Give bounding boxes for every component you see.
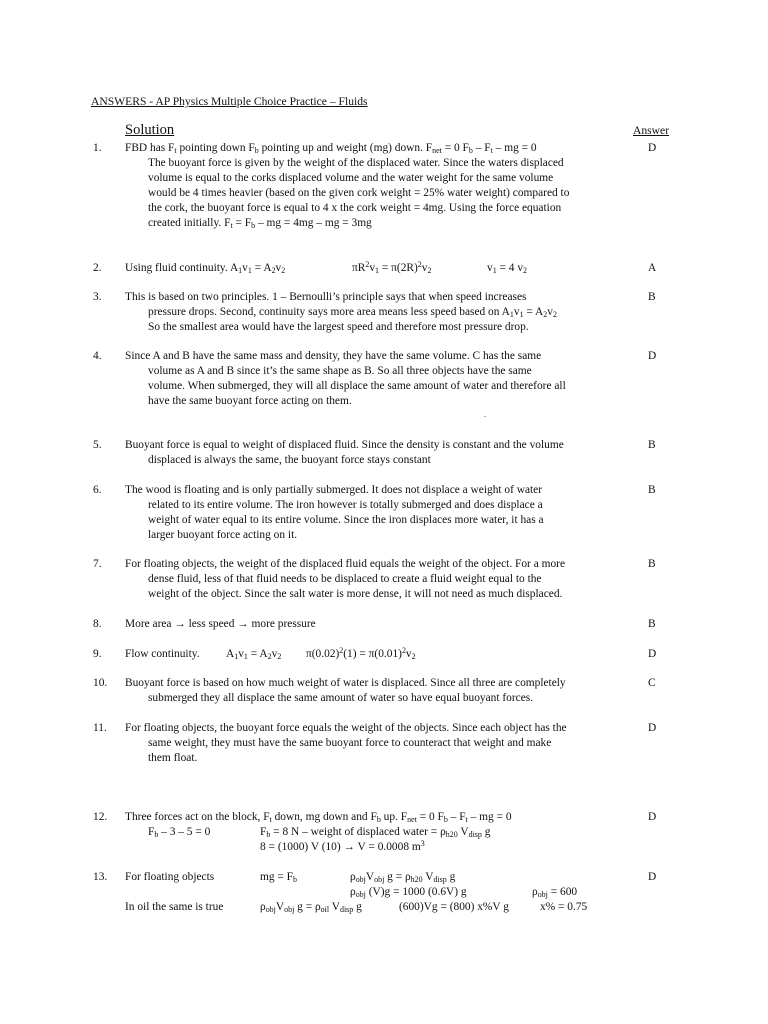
solution-line: Three forces act on the block, $F_t$ down, mg down and $F_b$ up. $F_{net} = 0$ $F_b - F_t$ – mg = 0 (125, 811, 512, 824)
item-answer: D (648, 871, 657, 883)
equation: $\pi R^2v_1 = \pi(2R)^2v_2$ (352, 260, 432, 275)
solution-line: Buoyant force is equal to weight of displaced fluid. Since the density is constant and the volume (125, 439, 564, 451)
stray-mark: . (484, 410, 486, 419)
equation: $\rho_{obj}V_{obj}$ $g = \rho_{h20}$ $V_{disp}$ g (350, 871, 456, 884)
item-answer: B (648, 484, 656, 496)
solution-line: Buoyant force is based on how much weight of water is displaced. Since all three are completely (125, 677, 566, 689)
equation: $\rho_{obj} = 600$ (532, 886, 578, 899)
solution-line: This is based on two principles. 1 – Bernoulli’s principle says that when speed increases (125, 291, 527, 303)
solution-line: FBD has $F_t$ pointing down $F_b$ pointing up and weight (mg) down. $F_{net} = 0$ $F_b - F_t$ – mg = 0 (125, 142, 537, 155)
solution-line: Flow continuity. (125, 648, 200, 660)
solution-line: weight of water equal to its entire volume. Since the iron displaces more water, it has a (148, 514, 544, 526)
solution-line: The buoyant force is given by the weight of the displaced water. Since the waters displaced (148, 157, 564, 169)
item-number: 8. (93, 618, 102, 630)
solution-line: the cork, the buoyant force is equal to 4 x the cork weight = 4mg. Using the force equation (148, 202, 562, 214)
solution-line: would be 4 times heavier (based on the given cork weight = 25% water weight) compared to (148, 187, 570, 199)
item-answer: C (648, 677, 656, 689)
equation: $\pi(0.02)^2(1) = \pi(0.01)^2v_2$ (306, 646, 416, 661)
item-number: 2. (93, 262, 102, 274)
solution-line: created initially. $F_t = F_b$ – mg = 4mg – mg = 3mg (148, 217, 372, 230)
solution-line: volume. When submerged, they will all displace the same amount of water and therefore all (148, 380, 566, 392)
answer-heading: Answer (633, 124, 670, 137)
item-number: 13. (93, 871, 108, 883)
equation: $F_b = 8$ N – weight of displaced water = $\rho_{h20}$ $V_{disp}$ g (260, 826, 491, 839)
solution-line: The wood is floating and is only partially submerged. It does not displace a weight of water (125, 484, 543, 496)
equation: $\rho_{obj}$ (V)g = 1000 (0.6V) g (350, 886, 467, 899)
equation: x% = 0.75 (540, 901, 588, 913)
item-answer: B (648, 291, 656, 303)
solution-line: weight of the object. Since the salt water is more dense, it will not need as much displaced. (148, 588, 563, 600)
item-answer: D (648, 722, 657, 734)
solution-line: pressure drops. Second, continuity says more area means less speed based on $A_1v_1 = A_2v_2$ (148, 306, 557, 319)
equation: $A_1v_1 = A_2v_2$ (226, 648, 282, 661)
item-answer: B (648, 439, 656, 451)
solution-line: volume is equal to the corks displaced volume and the water weight for the same volume (148, 172, 554, 184)
item-answer: A (648, 262, 657, 274)
item-number: 12. (93, 811, 108, 823)
item-answer: D (648, 142, 657, 154)
solution-line: dense fluid, less of that fluid needs to be displaced to create a fluid weight equal to the (148, 573, 542, 585)
item-number: 1. (93, 142, 102, 154)
solution-line: related to its entire volume. The iron however is totally submerged and does displace a (148, 499, 543, 511)
solution-line: Using fluid continuity. $A_1v_1 = A_2v_2$ (125, 262, 286, 275)
solution-line: have the same buoyant force acting on them. (148, 395, 352, 407)
page-title: ANSWERS - AP Physics Multiple Choice Practice – Fluids (91, 95, 368, 108)
item-number: 4. (93, 350, 102, 362)
equation: (600)Vg = (800) x%V g (399, 901, 509, 913)
equation: $\rho_{obj}V_{obj}$ $g = \rho_{oil}$ $V_{disp}$ g (260, 901, 362, 914)
item-number: 7. (93, 558, 102, 570)
item-number: 11. (93, 722, 107, 734)
solution-line: In oil the same is true (125, 901, 224, 913)
solution-line: For floating objects (125, 871, 215, 883)
solution-line: them float. (148, 752, 198, 764)
solution-line: larger buoyant force acting on it. (148, 529, 298, 541)
item-answer: D (648, 811, 657, 823)
item-number: 6. (93, 484, 102, 496)
equation: $F_b - 3 - 5 = 0$ (148, 826, 211, 839)
solution-heading: Solution (125, 122, 175, 138)
solution-line: submerged they all displace the same amount of water so have equal buoyant forces. (148, 692, 534, 704)
solution-line: Since A and B have the same mass and density, they have the same volume. C has the same (125, 350, 542, 362)
solution-line: displaced is always the same, the buoyant force stays constant (148, 454, 431, 466)
solution-line: same weight, they must have the same buoyant force to counteract that weight and make (148, 737, 552, 749)
solution-line: So the smallest area would have the largest speed and therefore most pressure drop. (148, 321, 529, 333)
item-number: 3. (93, 291, 102, 303)
solution-line: volume as A and B since it’s the same shape as B. So all three objects have the same (148, 365, 532, 377)
item-number: 10. (93, 677, 108, 689)
equation: $v_1 = 4$ $v_2$ (487, 262, 528, 275)
solution-line: More area → less speed → more pressure (125, 618, 316, 630)
equation: 8 = (1000) V (10) → V = 0.0008 $m^3$ (260, 839, 425, 853)
solution-line: For floating objects, the buoyant force equals the weight of the objects. Since each object has the (125, 722, 567, 734)
solution-line: For floating objects, the weight of the displaced fluid equals the weight of the object. For a more (125, 558, 566, 570)
item-answer: B (648, 618, 656, 630)
item-number: 5. (93, 439, 102, 451)
item-answer: D (648, 350, 657, 362)
item-number: 9. (93, 648, 102, 660)
item-answer: D (648, 648, 657, 660)
equation: mg = $F_b$ (260, 871, 297, 884)
item-answer: B (648, 558, 656, 570)
